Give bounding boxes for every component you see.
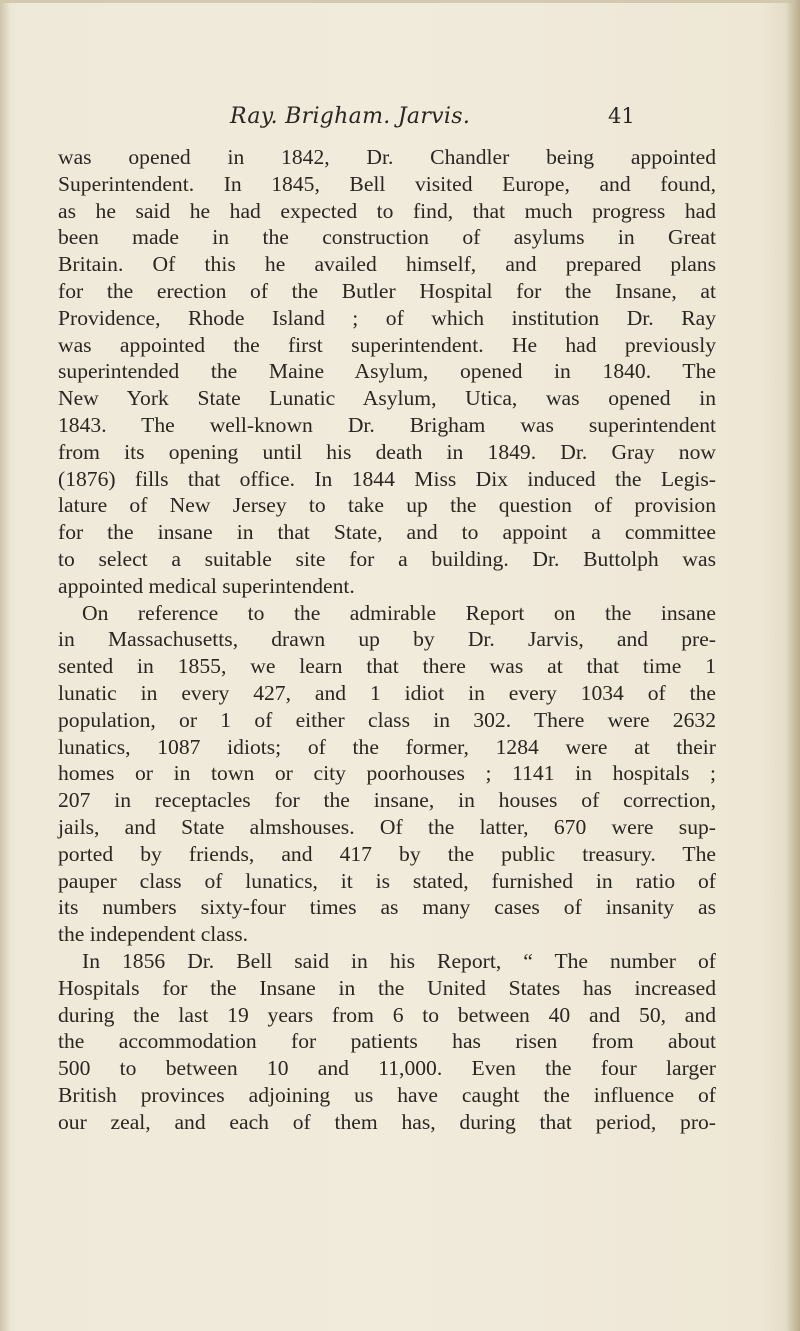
text-line: lature of New Jersey to take up the question of provision: [58, 493, 716, 518]
text-line: pauper class of lunatics, it is stated, furnished in ratio of: [58, 868, 716, 893]
text-line: Providence, Rhode Island ; of which institution Dr. Ray: [58, 305, 716, 330]
text-line: from its opening until his death in 1849. Dr. Gray now: [58, 439, 716, 464]
text-line: its numbers sixty-four times as many cases of insanity as: [58, 895, 716, 920]
page-top-edge: [0, 0, 800, 3]
text-line: 500 to between 10 and 11,000. Even the four larger: [58, 1056, 716, 1081]
text-line: appointed medical superintendent.: [58, 573, 355, 598]
page-number: 41: [608, 104, 635, 128]
text-line: for the insane in that State, and to appoint a committee: [58, 520, 716, 545]
text-line: superintended the Maine Asylum, opened in 1840. The: [58, 359, 716, 384]
body-text: [58, 144, 716, 1135]
text-line: homes or in town or city poorhouses ; 1141 in hospitals ;: [58, 761, 716, 786]
text-line: the independent class.: [58, 922, 249, 947]
text-line: In 1856 Dr. Bell said in his Report, “ The number of: [82, 948, 716, 973]
text-line: lunatic in every 427, and 1 idiot in every 1034 of the: [58, 680, 716, 705]
text-line: ported by friends, and 417 by the public treasury. The: [58, 841, 716, 866]
text-line: as he said he had expected to find, that much progress had: [58, 198, 716, 223]
text-line: in Massachusetts, drawn up by Dr. Jarvis, and pre-: [58, 627, 716, 652]
text-line: our zeal, and each of them has, during that period, pro-: [58, 1109, 716, 1134]
text-line: (1876) fills that office. In 1844 Miss Dix induced the Legis-: [58, 466, 716, 491]
text-line: was opened in 1842, Dr. Chandler being appointed: [58, 145, 716, 169]
text-line: Britain. Of this he availed himself, and prepared plans: [58, 252, 716, 277]
text-line: 1843. The well-known Dr. Brigham was superintendent: [58, 412, 716, 437]
text-line: On reference to the admirable Report on the insane: [82, 600, 716, 625]
text-line: lunatics, 1087 idiots; of the former, 1284 were at their: [58, 734, 716, 759]
text-line: jails, and State almshouses. Of the latter, 670 were sup-: [58, 814, 716, 839]
page-header: [0, 104, 800, 136]
text-line: Hospitals for the Insane in the United States has increased: [58, 975, 716, 1000]
text-line: New York State Lunatic Asylum, Utica, was opened in: [58, 386, 716, 411]
text-line: sented in 1855, we learn that there was at that time 1: [58, 654, 716, 679]
text-line: 207 in receptacles for the insane, in houses of correction,: [58, 788, 716, 813]
page-right-edge: [786, 0, 800, 1331]
text-line: British provinces adjoining us have caught the influence of: [58, 1082, 716, 1107]
text-line: was appointed the first superintendent. He had previously: [58, 332, 716, 357]
running-head: Ray. Brigham. Jarvis.: [230, 104, 471, 129]
page-gutter-shadow: [0, 0, 10, 1331]
text-line: for the erection of the Butler Hospital for the Insane, at: [58, 278, 716, 303]
text-line: to select a suitable site for a building. Dr. Buttolph was: [58, 546, 716, 571]
text-line: during the last 19 years from 6 to between 40 and 50, and: [58, 1002, 716, 1027]
text-line: the accommodation for patients has risen from about: [58, 1029, 716, 1054]
text-line: population, or 1 of either class in 302. There were 2632: [58, 707, 716, 732]
text-line: Superintendent. In 1845, Bell visited Europe, and found,: [58, 171, 716, 196]
text-line: been made in the construction of asylums in Great: [58, 225, 716, 250]
